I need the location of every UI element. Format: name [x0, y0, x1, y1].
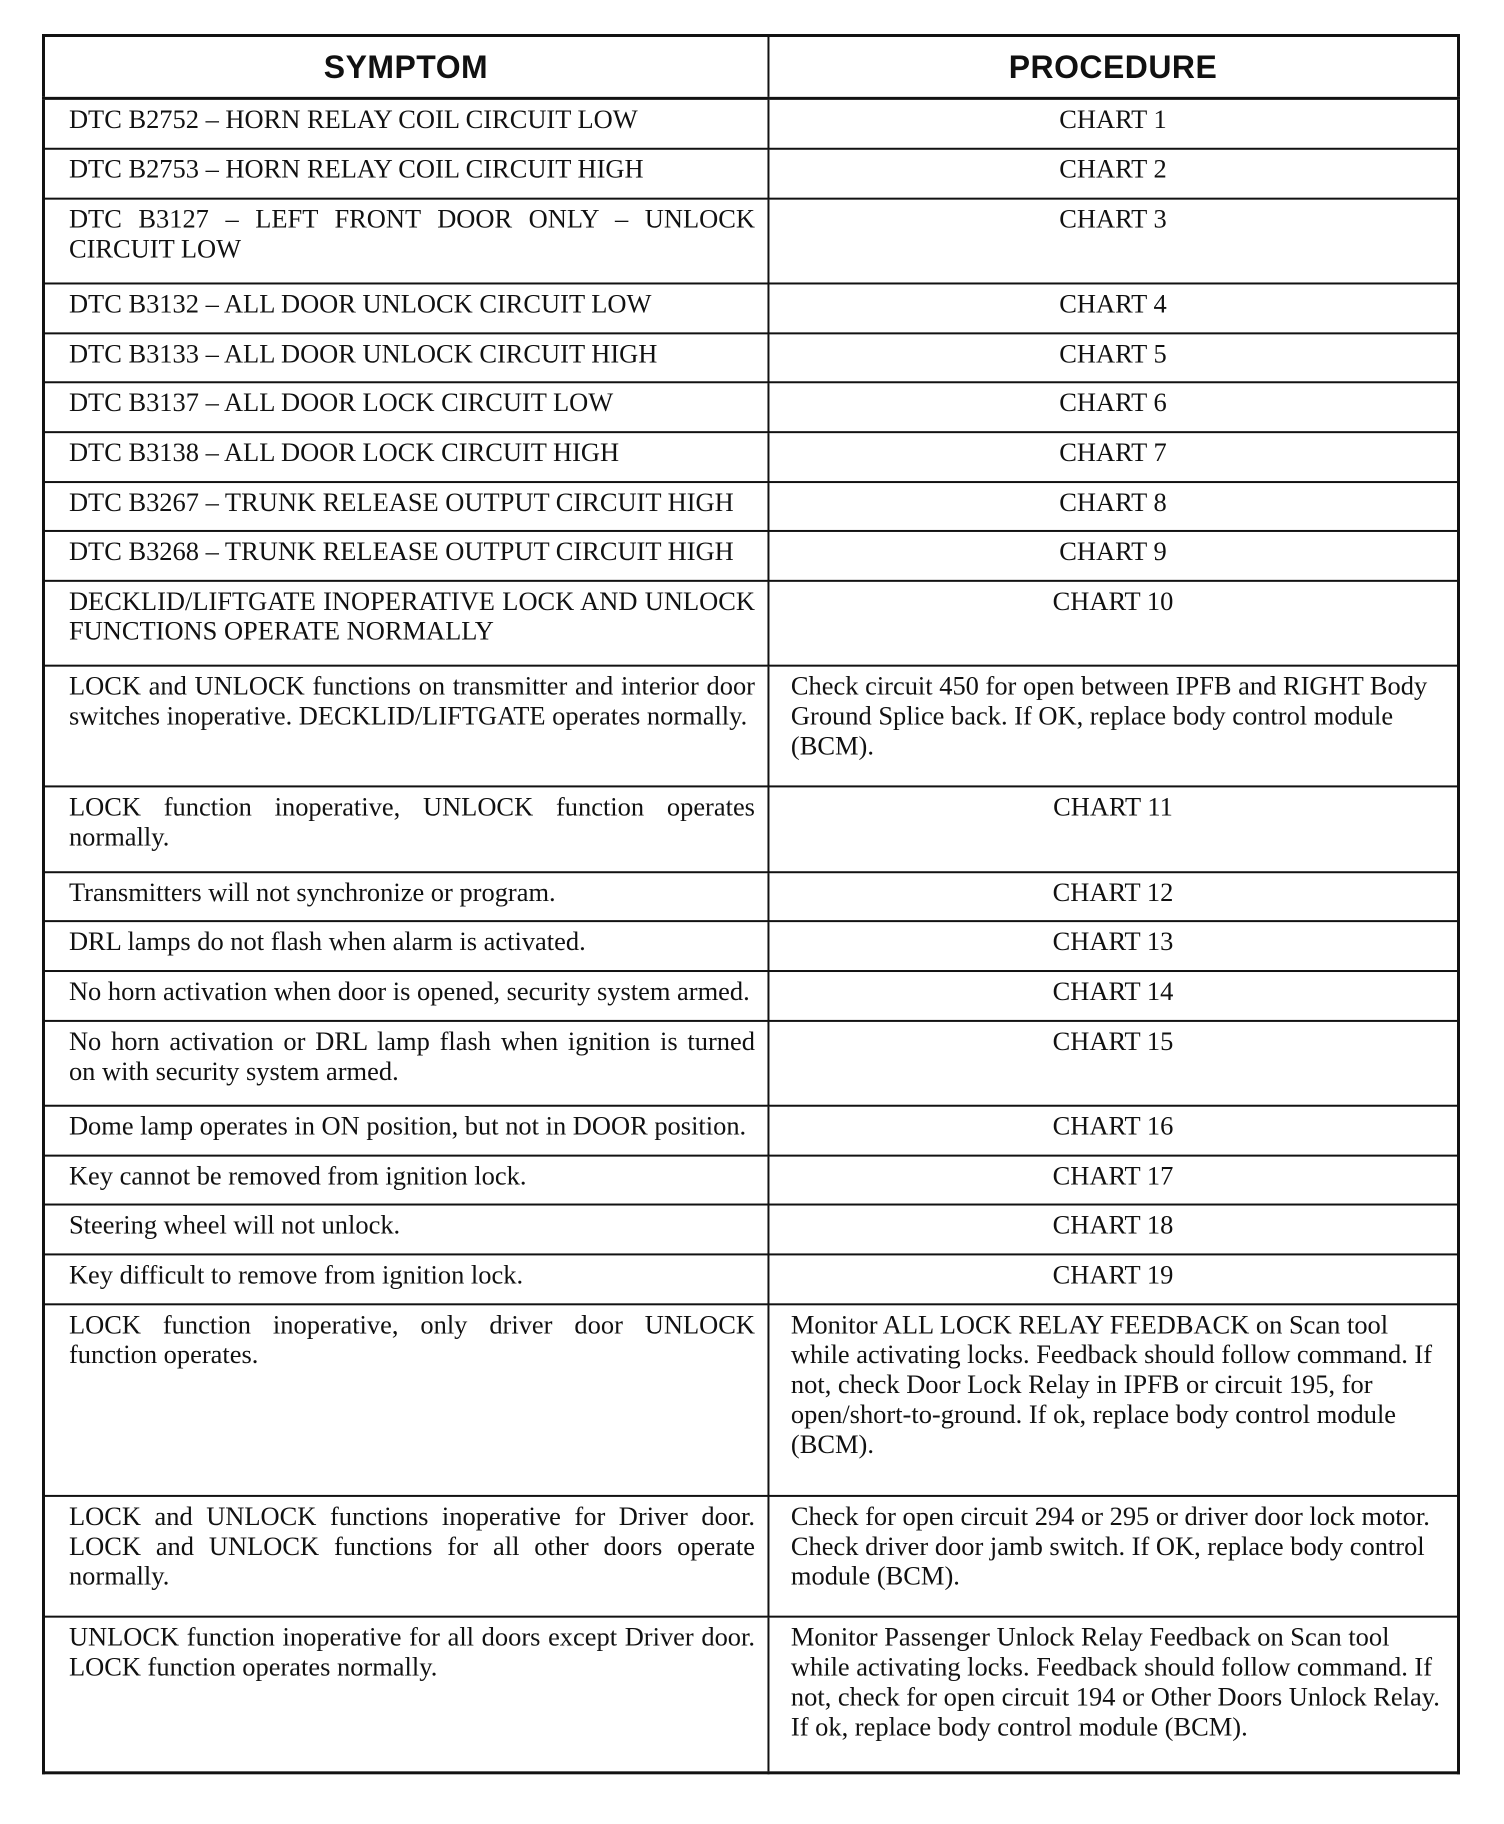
procedure-cell: CHART 13 [768, 921, 1459, 971]
table-row [43, 283, 1458, 333]
procedure-cell: CHART 15 [768, 1021, 1459, 1106]
table-row [43, 198, 1458, 283]
table-row [43, 383, 1458, 433]
procedure-cell: CHART 18 [768, 1205, 1459, 1255]
table-row [43, 1616, 1458, 1773]
symptom-cell: DRL lamps do not flash when alarm is activated. [43, 921, 767, 971]
table-row [43, 1106, 1458, 1156]
symptom-cell: Key cannot be removed from ignition lock. [43, 1155, 767, 1205]
table-row [43, 581, 1458, 666]
table-row [43, 531, 1458, 581]
procedure-cell: CHART 14 [768, 971, 1459, 1021]
procedure-cell: CHART 10 [768, 581, 1459, 666]
procedure-cell: CHART 4 [768, 283, 1459, 333]
symptom-cell: LOCK and UNLOCK functions on transmitter and interior door switches inoperative. DECKLID/LIFTGATE operates normally. [43, 666, 767, 787]
procedure-cell: CHART 6 [768, 383, 1459, 433]
table-row [43, 787, 1458, 872]
table-row [43, 666, 1458, 787]
symptom-cell: DECKLID/LIFTGATE INOPERATIVE LOCK AND UNLOCK FUNCTIONS OPERATE NORMALLY [43, 581, 767, 666]
procedure-cell: CHART 17 [768, 1155, 1459, 1205]
symptom-cell: No horn activation when door is opened, security system armed. [43, 971, 767, 1021]
symptom-cell: DTC B3268 – TRUNK RELEASE OUTPUT CIRCUIT HIGH [43, 531, 767, 581]
table-row [43, 333, 1458, 383]
symptom-cell: DTC B3127 – LEFT FRONT DOOR ONLY – UNLOCK CIRCUIT LOW [43, 198, 767, 283]
symptom-cell: LOCK and UNLOCK functions inoperative for Driver door. LOCK and UNLOCK functions for all other doors operate normally. [43, 1496, 767, 1617]
procedure-cell: CHART 19 [768, 1255, 1459, 1305]
procedure-cell: Check circuit 450 for open between IPFB and RIGHT Body Ground Splice back. If OK, replace body control module (BCM). [768, 666, 1459, 787]
table-row [43, 872, 1458, 922]
symptom-cell: UNLOCK function inoperative for all doors except Driver door. LOCK function operates normally. [43, 1616, 767, 1773]
table-row [43, 1304, 1458, 1495]
symptom-cell: LOCK function inoperative, only driver door UNLOCK function operates. [43, 1304, 767, 1495]
symptom-cell: Key difficult to remove from ignition lock. [43, 1255, 767, 1305]
procedure-cell: CHART 7 [768, 432, 1459, 482]
symptom-cell: DTC B3137 – ALL DOOR LOCK CIRCUIT LOW [43, 383, 767, 433]
table-row [43, 432, 1458, 482]
table-row [43, 1155, 1458, 1205]
table-row [43, 98, 1458, 148]
symptom-cell: Steering wheel will not unlock. [43, 1205, 767, 1255]
procedure-cell: Monitor Passenger Unlock Relay Feedback on Scan tool while activating locks. Feedback should follow command. If not, check for open circuit 194 or Other Doors Unlock Relay. If ok, replace body control module (BCM). [768, 1616, 1459, 1773]
procedure-cell: CHART 16 [768, 1106, 1459, 1156]
table-row [43, 1205, 1458, 1255]
symptom-cell: DTC B3132 – ALL DOOR UNLOCK CIRCUIT LOW [43, 283, 767, 333]
procedure-cell: CHART 11 [768, 787, 1459, 872]
table-header-row [43, 35, 1458, 98]
procedure-cell: CHART 9 [768, 531, 1459, 581]
procedure-cell: Monitor ALL LOCK RELAY FEEDBACK on Scan tool while activating locks. Feedback should follow command. If not, check Door Lock Relay in IPFB or circuit 195, for open/short-to-ground. If ok, replace body control module (BCM). [768, 1304, 1459, 1495]
symptom-procedure-table [42, 34, 1460, 1774]
table-row [43, 1255, 1458, 1305]
procedure-cell: CHART 2 [768, 149, 1459, 199]
procedure-cell: Check for open circuit 294 or 295 or driver door lock motor. Check driver door jamb switch. If OK, replace body control module (BCM). [768, 1496, 1459, 1617]
table-row [43, 921, 1458, 971]
symptom-cell: DTC B2752 – HORN RELAY COIL CIRCUIT LOW [43, 98, 767, 148]
symptom-cell: No horn activation or DRL lamp flash when ignition is turned on with security system armed. [43, 1021, 767, 1106]
symptom-cell: LOCK function inoperative, UNLOCK function operates normally. [43, 787, 767, 872]
symptom-cell: Dome lamp operates in ON position, but not in DOOR position. [43, 1106, 767, 1156]
symptom-cell: DTC B3138 – ALL DOOR LOCK CIRCUIT HIGH [43, 432, 767, 482]
procedure-cell: CHART 12 [768, 872, 1459, 922]
table-row [43, 1021, 1458, 1106]
symptom-cell: DTC B3267 – TRUNK RELEASE OUTPUT CIRCUIT HIGH [43, 482, 767, 532]
diagnosis-table-sheet [42, 34, 1457, 1774]
procedure-cell: CHART 5 [768, 333, 1459, 383]
table-row [43, 482, 1458, 532]
procedure-cell: CHART 3 [768, 198, 1459, 283]
table-row [43, 971, 1458, 1021]
symptom-column-header: SYMPTOM [43, 35, 767, 98]
table-body [43, 98, 1458, 1772]
symptom-cell: Transmitters will not synchronize or program. [43, 872, 767, 922]
symptom-cell: DTC B2753 – HORN RELAY COIL CIRCUIT HIGH [43, 149, 767, 199]
table-row [43, 149, 1458, 199]
procedure-column-header: PROCEDURE [768, 35, 1459, 98]
table-row [43, 1496, 1458, 1617]
procedure-cell: CHART 8 [768, 482, 1459, 532]
symptom-cell: DTC B3133 – ALL DOOR UNLOCK CIRCUIT HIGH [43, 333, 767, 383]
procedure-cell: CHART 1 [768, 98, 1459, 148]
